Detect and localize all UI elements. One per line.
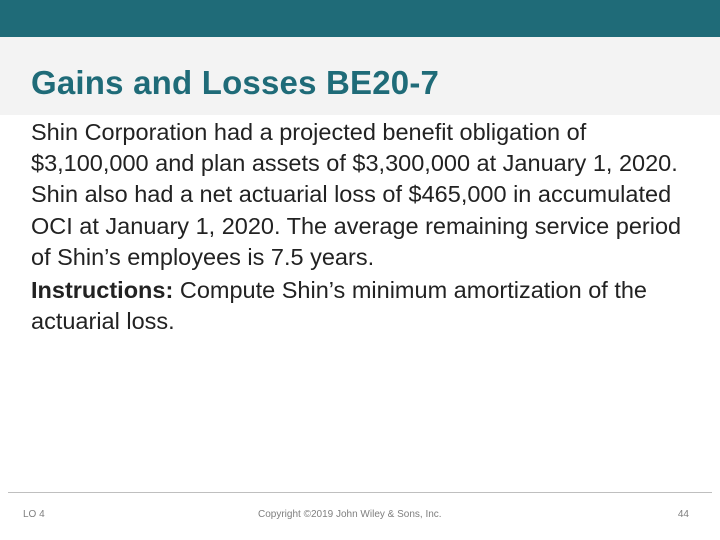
slide-title: Gains and Losses BE20-7	[31, 64, 440, 101]
footer-divider	[8, 492, 712, 493]
page-number: 44	[677, 509, 689, 520]
copyright: Copyright ©2019 John Wiley & Sons, Inc.	[258, 509, 442, 520]
instructions	[31, 275, 696, 337]
instructions-label: Instructions:	[31, 277, 174, 304]
header-bar	[0, 0, 720, 37]
learning-objective: LO 4	[23, 509, 45, 520]
problem-statement: Shin Corporation had a projected benefit obligation of $3,100,000 and plan assets of $3,300,000 at January 1, 2020. Shin also had a net actuarial loss of $465,000 in accumulated OCI at January 1, 2020. The average remaining service period of Shin’s employees is 7.5 years.	[31, 119, 682, 270]
instructions-text: Compute Shin’s minimum amortization of the actuarial loss.	[31, 277, 647, 335]
slide-body	[31, 117, 696, 337]
